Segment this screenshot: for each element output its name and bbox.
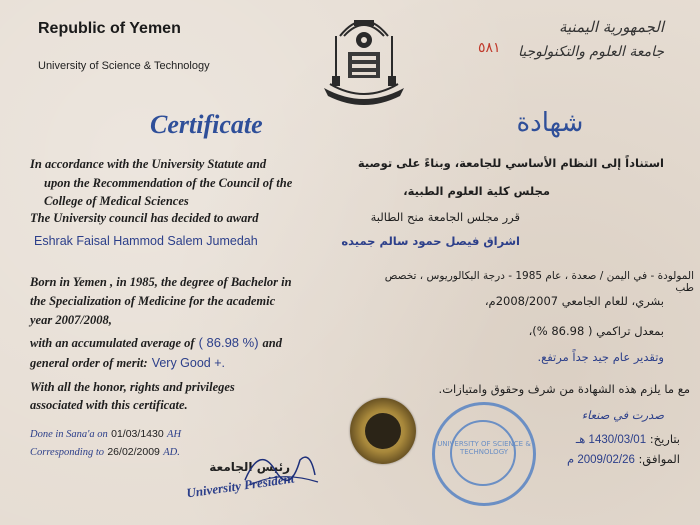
arabic-date-greg-line [510,452,680,466]
born-line-1: Born in Yemen , in 1985, the degree of Bachelor in [30,275,292,289]
country-title-ar: الجمهورية اليمنية [558,18,664,36]
intro-line-4: The University council has decided to award [30,211,259,225]
arabic-merit: وتقدير عام جيد جداً مرتفع. [537,350,664,364]
honor-line-1: With all the honor, rights and privileges [30,380,235,394]
merit-value: Very Good +. [151,356,225,370]
arabic-line-3: قرر مجلس الجامعة منح الطالبة [370,210,520,224]
corresponding-line [30,446,180,458]
average-value: ( 86.98 %) [198,335,259,350]
arabic-born-line-1: المولودة - في اليمن / صعدة ، عام 1985 - درجة البكالوريوس ، تخصص طب [384,270,694,294]
average-prefix: with an accumulated average of [30,336,195,350]
merit-line [30,354,225,372]
corresponding-suffix: AD. [163,447,180,458]
done-suffix: AH [167,429,182,440]
born-line-2: the Specialization of Medicine for the academic [30,294,276,308]
done-line [30,428,181,440]
arabic-line-2: مجلس كلية العلوم الطبية، [403,184,550,198]
corresponding-prefix: Corresponding to [30,447,104,458]
average-line [30,334,282,352]
arabic-date-hijri-label: بتاريخ: [649,432,680,446]
reference-number: ٥٨١ [478,40,501,56]
corresponding-date: 26/02/2009 [107,446,160,458]
country-title-en: Republic of Yemen [38,20,181,37]
arabic-average: بمعدل تراكمي ( 86.98 %)، [528,324,664,338]
university-emblem [318,6,410,106]
certificate-title-en: Certificate [150,110,263,139]
student-name-ar: اشراق فيصل حمود سالم جميده [341,234,520,248]
university-name-ar: جامعة العلوم والتكنولوجيا [518,44,664,60]
arabic-date-hijri: 1430/03/01 هـ [575,434,647,446]
certificate-title-ar: شهادة [516,108,584,138]
arabic-date-greg: 2009/02/26 م [567,454,635,466]
arabic-honor: مع ما يلزم هذه الشهادة من شرف وحقوق وامتيازات. [438,382,690,396]
university-stamp-text: UNIVERSITY OF SCIENCE & TECHNOLOGY [437,440,531,456]
honor-line-2: associated with this certificate. [30,398,188,412]
arabic-line-1: استناداً إلى النظام الأساسي للجامعة، وبناءً على توصية [357,156,664,170]
university-name-en: University of Science & Technology [38,60,210,72]
arabic-born-line-2: بشري، للعام الجامعي 2008/2007م، [484,294,664,308]
signature-title-en: University President [185,470,296,501]
average-suffix: and [262,336,282,350]
intro-line-1: In accordance with the University Statute and [30,157,267,171]
done-prefix: Done in Sana'a on [30,429,108,440]
signature-title-ar: رئيس الجامعة [209,460,290,474]
arabic-done: صدرت في صنعاء [581,408,664,422]
intro-line-2: upon the Recommendation of the Council of the [44,176,293,190]
intro-line-3: College of Medical Sciences [44,194,189,208]
arabic-date-greg-label: الموافق: [638,452,680,466]
signature-scribble [240,440,320,490]
merit-prefix: general order of merit: [30,356,148,370]
arabic-date-hijri-line [510,432,680,446]
gold-seal-center [365,413,401,449]
student-name-en: Eshrak Faisal Hammod Salem Jumedah [34,234,258,248]
done-date: 01/03/1430 [111,428,164,440]
born-line-3: year 2007/2008, [30,313,112,327]
